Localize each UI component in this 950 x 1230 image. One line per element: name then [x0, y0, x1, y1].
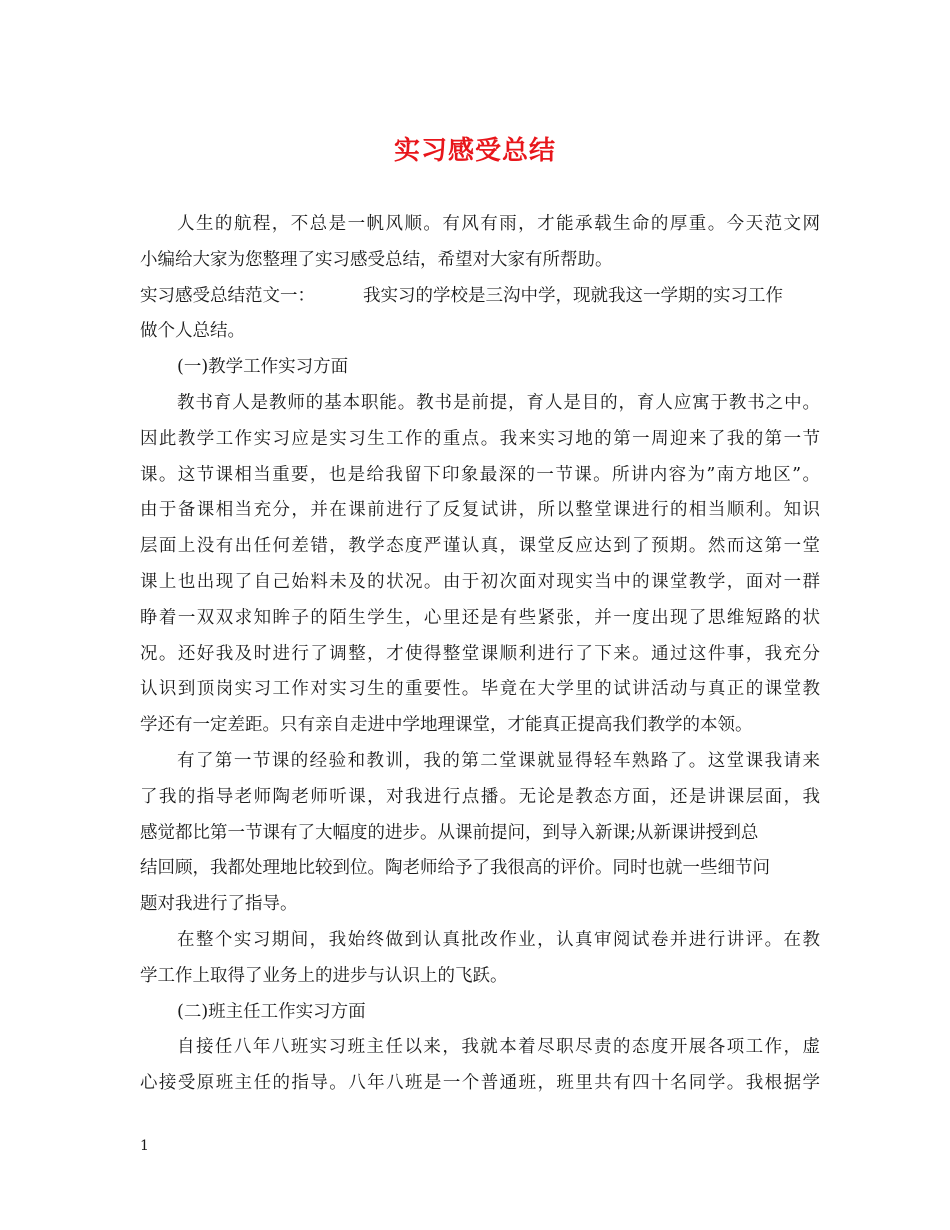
text-line: 由于备课相当充分，并在课前进行了反复试讲，所以整堂课进行的相当顺利。知识 — [140, 500, 820, 521]
text-line: 学还有一定差距。只有亲自走进中学地理课堂，才能真正提高我们教学的本领。 — [140, 715, 753, 736]
text-line: 因此教学工作实习应是实习生工作的重点。我来实习地的第一周迎来了我的第一节 — [140, 428, 820, 449]
text-line: 在整个实习期间，我始终做到认真批改作业，认真审阅试卷并进行讲评。在教 — [177, 929, 820, 950]
text-line: 小编给大家为您整理了实习感受总结，希望对大家有所帮助。 — [140, 249, 613, 270]
text-line: 认识到顶岗实习工作对实习生的重要性。毕竟在大学里的试讲活动与真正的课堂教 — [140, 679, 820, 700]
text-line: 层面上没有出任何差错，教学态度严谨认真，课堂反应达到了预期。然而这第一堂 — [140, 536, 820, 557]
text-line: 人生的航程，不总是一帆风顺。有风有雨，才能承载生命的厚重。今天范文网 — [177, 214, 820, 234]
text-line-composite — [140, 279, 820, 315]
text-line: 我实习的学校是三沟中学，现就我这一学期的实习工作 — [363, 285, 783, 306]
text-line: 做个人总结。 — [140, 321, 245, 342]
document-body — [140, 207, 820, 1102]
section-heading: (一)教学工作实习方面 — [177, 357, 349, 378]
text-line: 学工作上取得了业务上的进步与认识上的飞跃。 — [140, 965, 508, 986]
text-line: 课上也出现了自己始料未及的状况。由于初次面对现实当中的课堂教学，面对一群 — [140, 571, 820, 592]
text-line: 自接任八年八班实习班主任以来，我就本着尽职尽责的态度开展各项工作，虚 — [177, 1037, 820, 1058]
text-line: 有了第一节课的经验和教训，我的第二堂课就显得轻车熟路了。这堂课我请来 — [177, 750, 820, 771]
text-line: 课。这节课相当重要，也是给我留下印象最深的一节课。所讲内容为”南方地区”。 — [140, 464, 820, 485]
text-line: 况。还好我及时进行了调整，才使得整堂课顺利进行了下来。通过这件事，我充分 — [140, 643, 820, 664]
text-line: 睁着一双双求知眸子的陌生学生，心里还是有些紧张，并一度出现了思维短路的状 — [140, 607, 820, 628]
text-line: 结回顾，我都处理地比较到位。陶老师给予了我很高的评价。同时也就一些细节问 — [140, 858, 770, 879]
text-line: 心接受原班主任的指导。八年八班是一个普通班，班里共有四十名同学。我根据学 — [140, 1073, 820, 1094]
section-heading: (二)班主任工作实习方面 — [177, 1001, 366, 1022]
page-number: 1 — [140, 1138, 149, 1154]
text-line: 题对我进行了指导。 — [140, 894, 298, 915]
text-line: 了我的指导老师陶老师听课，对我进行点播。无论是教态方面，还是讲课层面，我 — [140, 786, 820, 807]
document-title: 实习感受总结 — [393, 136, 556, 166]
text-line: 感觉都比第一节课有了大幅度的进步。从课前提问，到导入新课;从新课讲授到总 — [140, 822, 759, 843]
section-heading: 实习感受总结范文一： — [140, 285, 315, 306]
text-line: 教书育人是教师的基本职能。教书是前提，育人是目的，育人应寓于教书之中。 — [177, 392, 820, 413]
